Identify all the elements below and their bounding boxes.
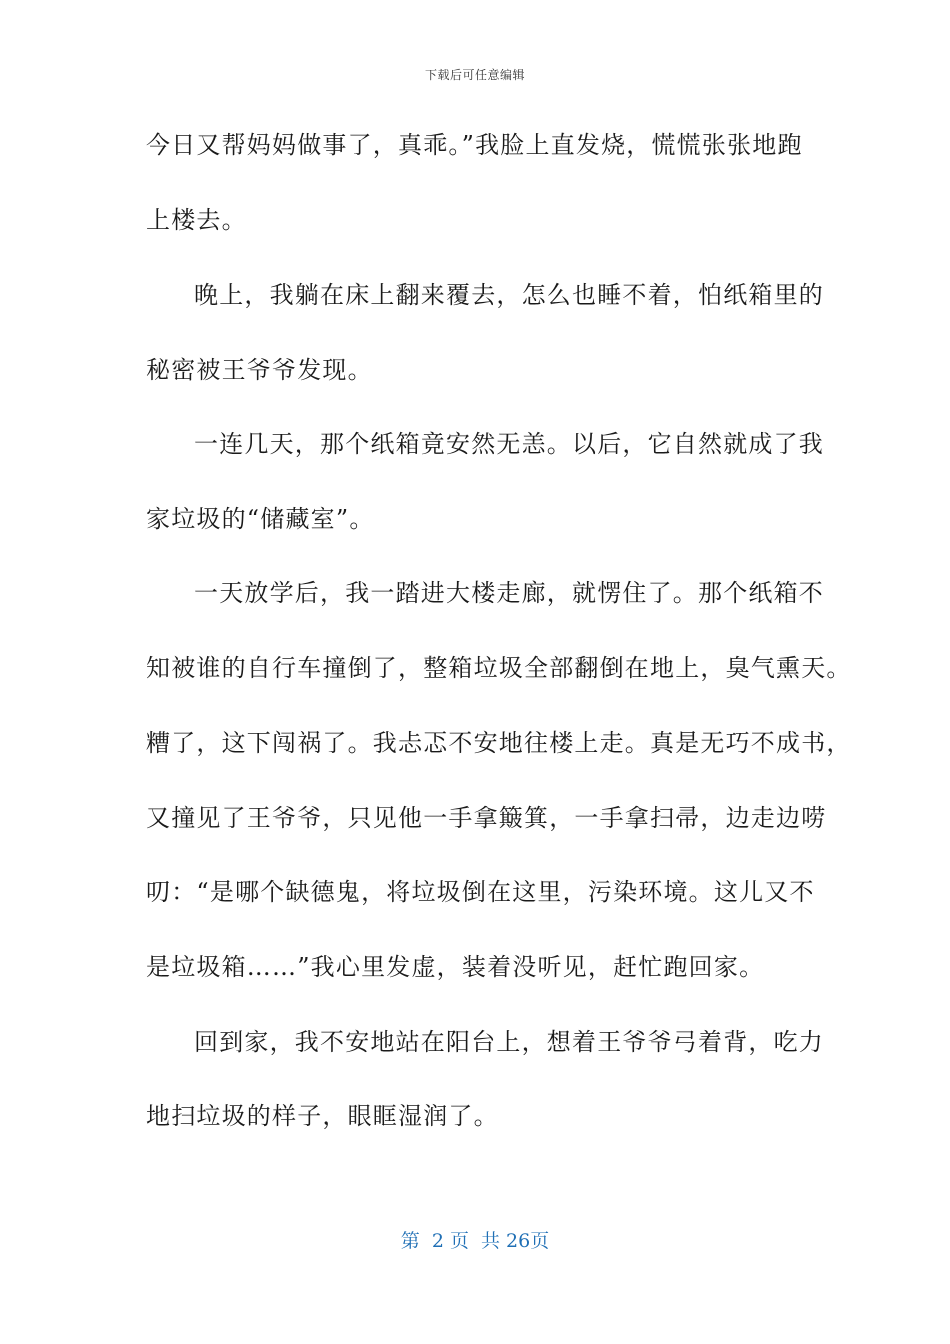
page-header-note: 下载后可任意编辑 (424, 68, 525, 82)
body-line: 知被谁的自行车撞倒了，整箱垃圾全部翻倒在地上，臭气熏天。 (146, 654, 852, 682)
paragraph-first-line: 一天放学后，我一踏进大楼走廊，就愣住了。那个纸箱不 (194, 579, 824, 607)
body-line: 糟了，这下闯祸了。我忐忑不安地往楼上走。真是无巧不成书， (146, 729, 852, 757)
paragraph-first-line: 晚上，我躺在床上翻来覆去，怎么也睡不着，怕纸箱里的 (194, 281, 824, 309)
body-line: 地扫垃圾的样子，眼眶湿润了。 (146, 1102, 499, 1130)
paragraph-first-line: 回到家，我不安地站在阳台上，想着王爷爷弓着背，吃力 (194, 1028, 824, 1056)
body-line: 家垃圾的“储藏室”。 (146, 505, 375, 533)
page-number-footer: 第 2 页 共 26页 (400, 1230, 550, 1252)
body-line: 是垃圾箱……”我心里发虚，装着没听见，赶忙跑回家。 (146, 953, 765, 981)
body-line: 上楼去。 (146, 206, 247, 234)
body-line: 今日又帮妈妈做事了，真乖。”我脸上直发烧，慌慌张张地跑 (146, 131, 803, 159)
paragraph-first-line: 一连几天，那个纸箱竟安然无恙。以后，它自然就成了我 (194, 430, 824, 458)
body-line: 叨：“是哪个缺德鬼，将垃圾倒在这里，污染环境。这儿又不 (146, 878, 815, 906)
body-line: 秘密被王爷爷发现。 (146, 356, 373, 384)
body-line: 又撞见了王爷爷，只见他一手拿簸箕，一手拿扫帚，边走边唠 (146, 804, 827, 832)
